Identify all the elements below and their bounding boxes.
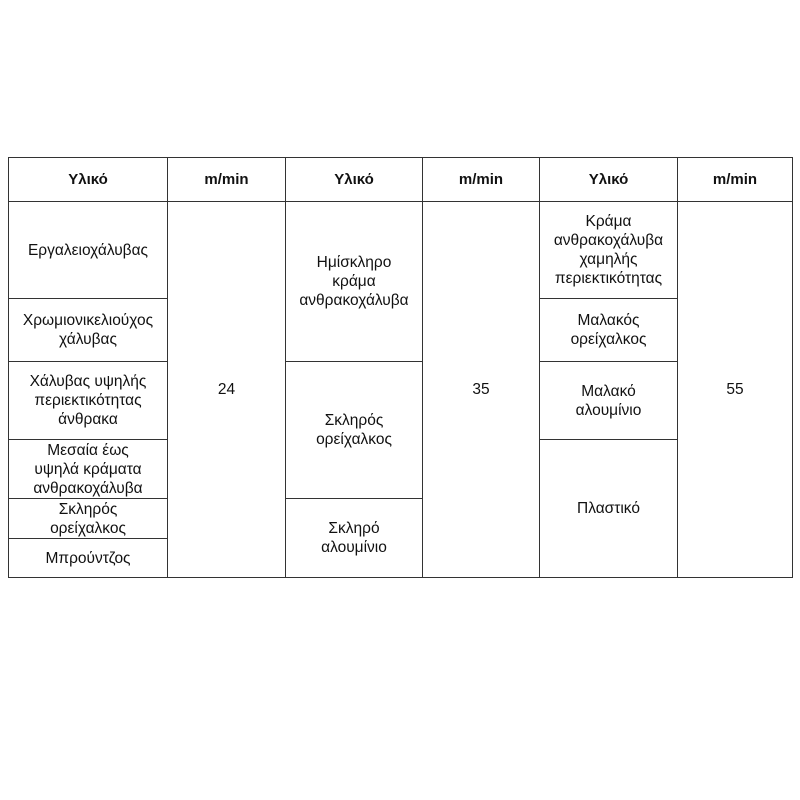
header-material-2: Υλικό xyxy=(285,157,423,202)
material-cell: Μεσαία έως υψηλά κράματα ανθρακοχάλυβα xyxy=(8,439,168,499)
header-speed-3: m/min xyxy=(677,157,793,202)
header-material-1: Υλικό xyxy=(8,157,168,202)
material-cell: Μαλακό αλουμίνιο xyxy=(539,361,678,440)
material-cell: Ημίσκληρο κράμα ανθρακοχάλυβα xyxy=(285,201,423,362)
material-cell: Πλαστικό xyxy=(539,439,678,578)
header-material-3: Υλικό xyxy=(539,157,678,202)
material-cell: Εργαλειοχάλυβας xyxy=(8,201,168,299)
material-cell: Μπρούντζος xyxy=(8,538,168,578)
speed-value-cell: 24 xyxy=(167,201,286,578)
material-cell: Χάλυβας υψηλής περιεκτικότητας άνθρακα xyxy=(8,361,168,440)
header-speed-2: m/min xyxy=(422,157,540,202)
material-cell: Σκληρός ορείχαλκος xyxy=(8,498,168,539)
material-cell: Σκληρός ορείχαλκος xyxy=(285,361,423,499)
material-cell: Κράμα ανθρακοχάλυβα χαμηλής περιεκτικότητας xyxy=(539,201,678,299)
material-cell: Χρωμιονικελιούχος χάλυβας xyxy=(8,298,168,362)
speed-value-cell: 35 xyxy=(422,201,540,578)
speed-value-cell: 55 xyxy=(677,201,793,578)
material-cell: Σκληρό αλουμίνιο xyxy=(285,498,423,578)
material-cell: Μαλακός ορείχαλκος xyxy=(539,298,678,362)
header-speed-1: m/min xyxy=(167,157,286,202)
